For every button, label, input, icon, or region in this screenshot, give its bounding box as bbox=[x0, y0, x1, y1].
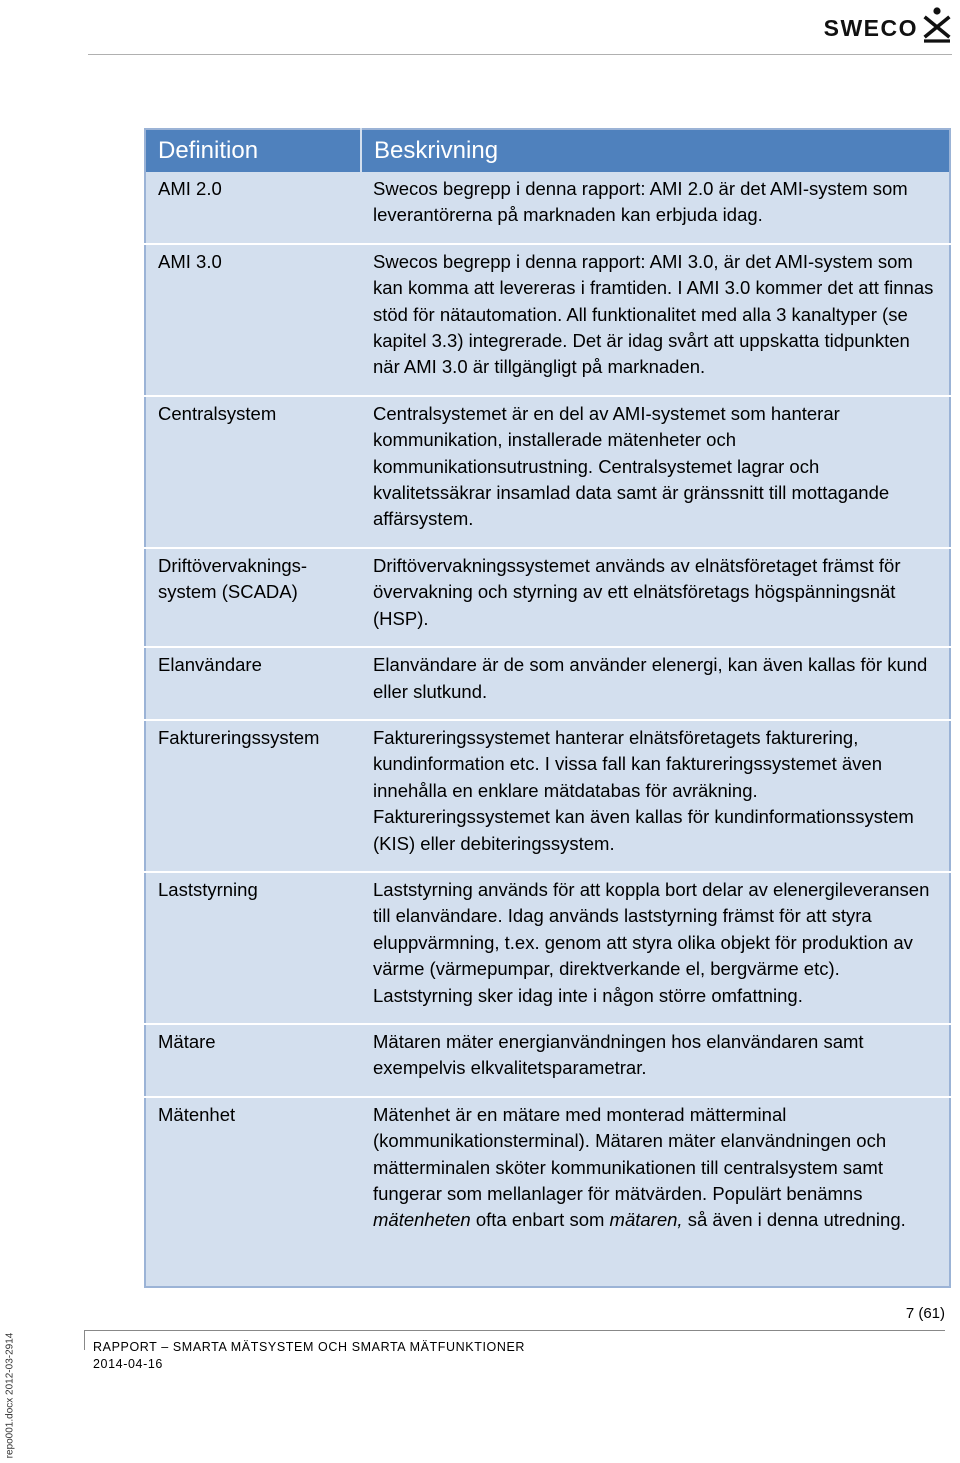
description-emphasis: mätaren, bbox=[609, 1209, 683, 1231]
side-file-label: repo001.docx 2012-03-2914 bbox=[4, 1332, 16, 1459]
table-row bbox=[145, 172, 950, 244]
term-cell: Driftövervaknings-system (SCADA) bbox=[145, 548, 361, 647]
description-cell: Centralsystemet är en del av AMI-systemet som hanterar kommunikation, installerade mätenheter och kommunikationsutrustning. Centralsystemet lagrar och kvalitetssäkrar insamlad data samt är gränssnitt till mottagande affärsystem. bbox=[361, 396, 950, 548]
description-text: ofta enbart som bbox=[470, 1209, 610, 1231]
table-header-row bbox=[145, 129, 950, 172]
table-row bbox=[145, 1097, 950, 1287]
description-cell bbox=[361, 1097, 950, 1287]
footer-divider-tick bbox=[84, 1330, 85, 1350]
description-text: Mätenhet är en mätare med monterad mätterminal (kommunikationsterminal). Mätaren mäter elanvändningen och mätterminalen sköter kommunikationen till centralsystem samt fungerar som mellanlager för mätvärden. Populärt benämns bbox=[373, 1103, 887, 1204]
table-row bbox=[145, 720, 950, 872]
table-row bbox=[145, 244, 950, 396]
definitions-table bbox=[144, 128, 951, 1288]
description-cell: Faktureringssystemet hanterar elnätsföretagets fakturering, kundinformation etc. I vissa fall kan faktureringssystemet även innehålla en enklare mätdatabas för avräkning. Faktureringssystemet kan även kallas för kundinformationssystem (KIS) eller debiteringssystem. bbox=[361, 720, 950, 872]
description-cell: Laststyrning används för att koppla bort delar av elenergileveransen till elanvändare. Idag används laststyrning främst för att styra eluppvärmning, t.ex. genom att styra olika objekt för produktion av värme (värmepumpar, direktverkande el, bergvärme etc). Laststyrning sker idag inte i någon större omfattning. bbox=[361, 872, 950, 1024]
footer-date: 2014-04-16 bbox=[93, 1357, 163, 1371]
column-header-description: Beskrivning bbox=[361, 129, 950, 172]
header-divider bbox=[88, 54, 952, 55]
term-cell: Elanvändare bbox=[145, 647, 361, 720]
table-row bbox=[145, 1024, 950, 1097]
brand-name: SWECO bbox=[823, 15, 918, 41]
table-row bbox=[145, 396, 950, 548]
description-emphasis: mätenheten bbox=[373, 1209, 471, 1231]
column-header-definition: Definition bbox=[145, 129, 361, 172]
description-text: så även i denna utredning. bbox=[682, 1209, 906, 1231]
table-row bbox=[145, 548, 950, 647]
sweco-logo bbox=[824, 4, 952, 44]
term-cell: Faktureringssystem bbox=[145, 720, 361, 872]
description-cell: Elanvändare är de som använder elenergi, kan även kallas för kund eller slutkund. bbox=[361, 647, 950, 720]
description-cell: Swecos begrepp i denna rapport: AMI 2.0 är det AMI-system som leverantörerna på marknaden kan erbjuda idag. bbox=[361, 172, 950, 244]
term-cell: Laststyrning bbox=[145, 872, 361, 1024]
description-cell: Swecos begrepp i denna rapport: AMI 3.0, är det AMI-system som kan komma att levereras i framtiden. I AMI 3.0 kommer det att finnas stöd för nätautomation. All funktionalitet med alla 3 kanaltyper (se kapitel 3.3) integrerade. Det är idag svårt att uppskatta tidpunkten när AMI 3.0 är tillgängligt på marknaden. bbox=[361, 244, 950, 396]
table-row bbox=[145, 872, 950, 1024]
description-cell: Driftövervakningssystemet används av elnätsföretaget främst för övervakning och styrning av ett elnätsföretags högspänningsnät (HSP). bbox=[361, 548, 950, 647]
description-cell: Mätaren mäter energianvändningen hos elanvändaren samt exempelvis elkvalitetsparametrar. bbox=[361, 1024, 950, 1097]
term-cell: AMI 3.0 bbox=[145, 244, 361, 396]
footer-divider bbox=[84, 1330, 945, 1331]
term-cell: AMI 2.0 bbox=[145, 172, 361, 244]
table-row bbox=[145, 647, 950, 720]
term-cell: Mätare bbox=[145, 1024, 361, 1097]
page-number: 7 (61) bbox=[905, 1305, 945, 1322]
sweco-mark-icon bbox=[922, 6, 952, 44]
term-cell: Mätenhet bbox=[158, 1103, 236, 1125]
term-cell: Centralsystem bbox=[145, 396, 361, 548]
footer-report-title: RAPPORT – SMARTA MÄTSYSTEM OCH SMARTA MÄTFUNKTIONER bbox=[93, 1340, 526, 1354]
